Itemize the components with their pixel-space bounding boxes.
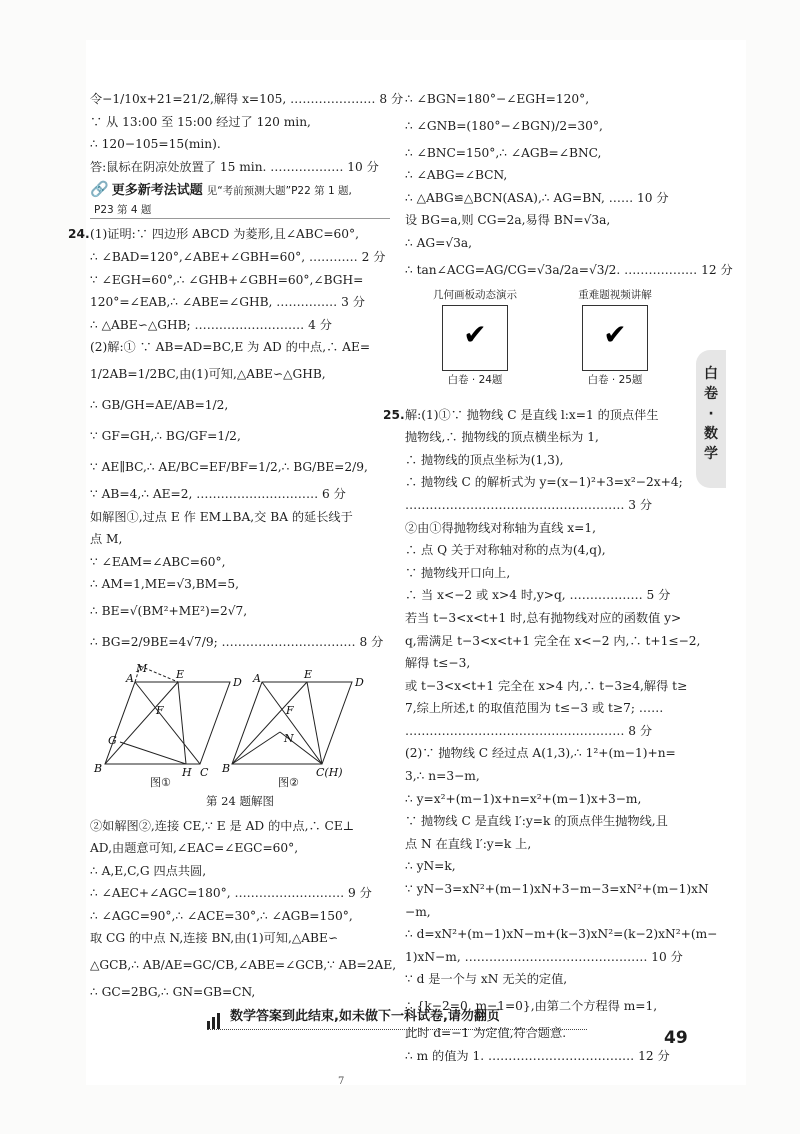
point-label: N — [284, 731, 294, 745]
text-line: 或 t−3<x<t+1 完全在 x>4 内,∴ t−3≥4,解得 t≥ — [405, 678, 688, 693]
text-line: ②由①得抛物线对称轴为直线 x=1, — [405, 520, 597, 535]
text-line: ∴ ∠GNB=(180°−∠BGN)/2=30°, — [405, 118, 603, 133]
text-line: ∴ ∠BAD=120°,∠ABE+∠GBH=60°, ………… 2 分 — [90, 249, 386, 264]
text-line: ∴ y=x²+(m−1)x+n=x²+(m−1)x+3−m, — [405, 791, 642, 806]
figure-caption: 第 24 题解图 — [206, 793, 274, 808]
text-line: ∴ ∠AEC+∠AGC=180°, ……………………… 9 分 — [90, 886, 372, 901]
qr-title: 重难题视频讲解 — [578, 288, 652, 301]
point-label: D — [233, 675, 242, 689]
text-line: ②如解图②,连接 CE,∵ E 是 AD 的中点,∴ CE⊥ — [90, 818, 355, 833]
text-line: 答:鼠标在阴凉处放置了 15 min. ……………… 10 分 — [90, 159, 379, 174]
text-line: ∴ 点 Q 关于对称轴对称的点为(4,q), — [405, 543, 606, 558]
text-line: ∴ 抛物线的顶点坐标为(1,3), — [405, 452, 564, 467]
point-label: D — [355, 675, 364, 689]
text-line: ∴ ∠ABG=∠BCN, — [405, 168, 508, 183]
text-line: ∴ d=xN²+(m−1)xN−m+(k−3)xN²=(k−2)xN²+(m− — [405, 927, 718, 942]
text-line: ∴ yN=k, — [405, 859, 456, 874]
text-line: ∵ d 是一个与 xN 无关的定值, — [405, 972, 568, 987]
link-icon: 🔗 — [90, 180, 109, 199]
figure-1-label: 图① — [150, 775, 171, 789]
text-line: ∵ 抛物线 C 是直线 l′:y=k 的顶点伴生抛物线,且 — [405, 814, 668, 829]
point-label: H — [182, 765, 192, 779]
text-line: 1/2AB=1/2BC,由(1)可知,△ABE∽△GHB, — [90, 366, 326, 381]
qr-code-row — [405, 288, 687, 400]
text-line: 3,∴ n=3−m, — [405, 769, 480, 784]
text-line: 取 CG 的中点 N,连接 BN,由(1)可知,△ABE∽ — [90, 931, 339, 946]
qr-title: 几何画板动态演示 — [433, 288, 517, 301]
more-tests-source-2: P23 第 4 题 — [94, 204, 152, 217]
text-line: △GCB,∴ AB/AE=GC/CB,∠ABE=∠GCB,∵ AB=2AE, — [90, 958, 397, 973]
text-line: 7,综上所述,t 的取值范围为 t≤−3 或 t≥7; …… — [405, 701, 664, 716]
qr-code-icon — [442, 305, 508, 371]
qr-code-video-lecture[interactable] — [565, 288, 665, 387]
check-icon: ✔ — [601, 320, 629, 350]
rhombus-diagrams — [90, 662, 390, 790]
text-line: ∴ m 的值为 1. ……………………………… 12 分 — [405, 1048, 670, 1063]
point-label: F — [286, 703, 294, 717]
text-line: ∴ GB/GH=AE/AB=1/2, — [90, 397, 229, 412]
text-line: ∴ BG=2/9BE=4√7/9; …………………………… 8 分 — [90, 634, 384, 649]
text-line: ∴ ∠BGN=180°−∠EGH=120°, — [405, 92, 590, 106]
text-line: ∴ △ABE∽△GHB; ……………………… 4 分 — [90, 317, 332, 332]
text-line: ∴ BE=√(BM²+ME²)=2√7, — [90, 603, 248, 618]
text-line: q,需满足 t−3<x<t+1 完全在 x<−2 内,∴ t+1≤−2, — [405, 633, 701, 648]
text-line: ∴ ∠AGC=90°,∴ ∠ACE=30°,∴ ∠AGB=150°, — [90, 908, 353, 923]
point-label: G — [108, 733, 117, 747]
text-line: 令−1/10x+21=21/2,解得 x=105, ………………… 8 分 — [90, 92, 404, 106]
text-line: 25.解:(1)①∵ 抛物线 C 是直线 l:x=1 的顶点伴生 — [405, 404, 687, 427]
more-tests-source: 见“考前预测大题”P22 第 1 题, — [206, 185, 352, 198]
qr-label: 白卷 · 24题 — [447, 373, 503, 386]
point-label: C — [200, 765, 209, 779]
point-label: B — [94, 761, 103, 775]
text-line: ∴ GC=2BG,∴ GN=GB=CN, — [90, 985, 256, 1000]
point-label: A — [126, 671, 134, 685]
point-label: B — [222, 761, 231, 775]
subject-side-tab: 白 卷 · 数 学 — [696, 350, 726, 488]
bars-icon — [207, 1005, 222, 1029]
text-line: 点 N 在直线 l′:y=k 上, — [405, 836, 532, 851]
point-label: E — [176, 667, 185, 681]
text-line: ∴ AG=√3a, — [405, 235, 473, 250]
text-line: AD,由题意可知,∠EAC=∠EGC=60°, — [90, 841, 299, 856]
text-line: ∴ △ABG≌△BCN(ASA),∴ AG=BN, …… 10 分 — [405, 190, 669, 205]
text-line: ……………………………………………… 3 分 — [405, 497, 653, 512]
qr-code-icon — [582, 305, 648, 371]
check-icon: ✔ — [461, 320, 489, 350]
text-line: 120°=∠EAB,∴ ∠ABE=∠GHB, …………… 3 分 — [90, 295, 365, 310]
text-line: ∴ tan∠ACG=AG/CG=√3a/2a=√3/2. ……………… 12 分 — [405, 262, 733, 277]
point-label: M — [136, 661, 148, 675]
point-label: E — [304, 667, 313, 681]
text-line: 1)xN−m, ……………………………………… 10 分 — [405, 949, 683, 964]
text-line: (2)解:① ∵ AB=AD=BC,E 为 AD 的中点,∴ AE= — [90, 340, 371, 355]
text-line: ∴ ∠BNC=150°,∴ ∠AGB=∠BNC, — [405, 145, 602, 160]
text-line: (2)∵ 抛物线 C 经过点 A(1,3),∴ 1²+(m−1)+n= — [405, 746, 676, 761]
footer-text: 数学答案到此结束,如未做下一科试卷,请勿翻页 — [230, 1009, 500, 1024]
text-line: ∴ A,E,C,G 四点共圆, — [90, 863, 207, 878]
page-number: 49 — [664, 1028, 688, 1048]
figure-2-label: 图② — [278, 775, 299, 789]
text-line: 此时 d=−1 为定值,符合题意. — [405, 1026, 567, 1040]
text-line: ∵ ∠EAM=∠ABC=60°, — [90, 554, 226, 569]
text-line: ∴ 抛物线 C 的解析式为 y=(x−1)²+3=x²−2x+4; — [405, 475, 683, 490]
text-line: 解得 t≤−3, — [405, 656, 471, 671]
end-of-answers-banner — [207, 1005, 587, 1030]
point-label: A — [253, 671, 261, 685]
text-line: 若当 t−3<x<t+1 时,总有抛物线对应的函数值 y> — [405, 610, 682, 625]
geometry-figure — [90, 662, 390, 790]
point-label: C(H) — [316, 765, 343, 779]
question-number: 24. — [68, 227, 90, 242]
text-line: 24.(1)证明:∵ 四边形 ABCD 为菱形,且∠ABC=60°, — [90, 223, 390, 246]
text-line: ∵ 从 13:00 至 15:00 经过了 120 min, — [90, 114, 311, 129]
text-line: ∵ AE∥BC,∴ AE/BC=EF/BF=1/2,∴ BG/BE=2/9, — [90, 459, 368, 474]
text-line: ∵ AB=4,∴ AE=2, ………………………… 6 分 — [90, 486, 346, 501]
text-line: ∵ 抛物线开口向上, — [405, 565, 511, 580]
text-line: ∵ ∠EGH=60°,∴ ∠GHB+∠GBH=60°,∠BGH= — [90, 272, 364, 287]
more-tests-title: 更多新考法试题 — [111, 183, 203, 199]
qr-label: 白卷 · 25题 — [587, 373, 643, 386]
text-line: 如解图①,过点 E 作 EM⊥BA,交 BA 的延长线于 — [90, 509, 353, 524]
text-line: ∴ {k−2=0, m−1=0},由第二个方程得 m=1, — [405, 999, 658, 1013]
text-line: ∵ yN−3=xN²+(m−1)xN+3−m−3=xN²+(m−1)xN — [405, 882, 709, 897]
text-line: 抛物线,∴ 抛物线的顶点横坐标为 1, — [405, 430, 599, 445]
bottom-mark: 7 — [338, 1076, 345, 1087]
text-line: ∴ 当 x<−2 或 x>4 时,y>q, ……………… 5 分 — [405, 588, 671, 603]
text-line: 点 M, — [90, 532, 123, 547]
text-line: ∵ GF=GH,∴ BG/GF=1/2, — [90, 428, 241, 443]
text-line: 设 BG=a,则 CG=2a,易得 BN=√3a, — [405, 213, 611, 228]
text-line: ∴ AM=1,ME=√3,BM=5, — [90, 577, 240, 592]
text-line: ∴ 120−105=15(min). — [90, 137, 221, 152]
text-line: −m, — [405, 904, 431, 919]
text-line: ……………………………………………… 8 分 — [405, 723, 653, 738]
more-tests-banner — [90, 180, 390, 219]
point-label: F — [156, 703, 164, 717]
qr-code-geometry-demo[interactable] — [425, 288, 525, 387]
question-number: 25. — [383, 407, 405, 422]
